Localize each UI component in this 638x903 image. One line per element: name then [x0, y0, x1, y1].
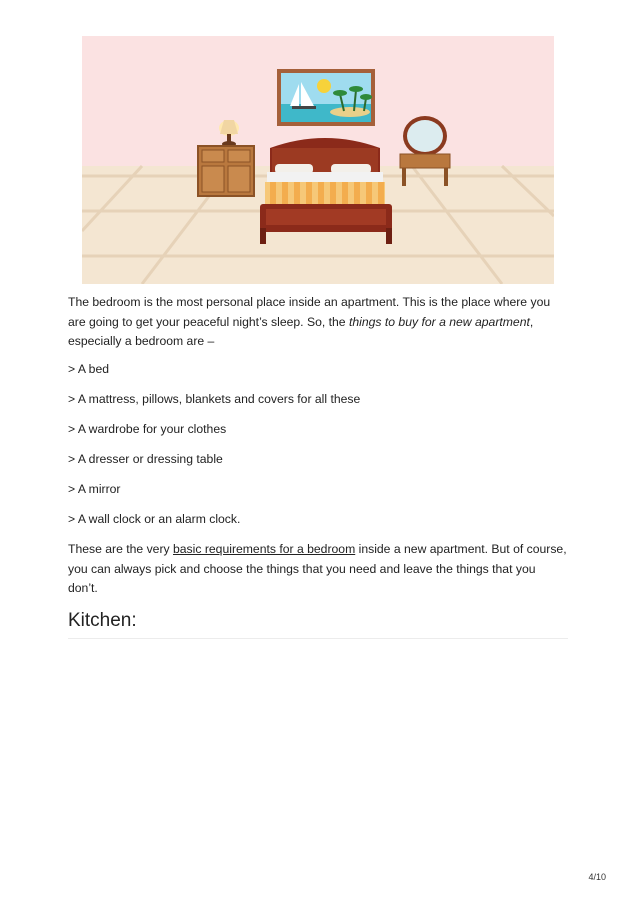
paragraph-text: The bedroom is the most personal place inside an apartment. This is the place where you are going to get your peaceful night’s sleep. So, the	[68, 295, 551, 329]
paragraph-text: These are the very	[68, 542, 173, 556]
nightstand	[198, 146, 254, 196]
list-item: > A bed	[68, 362, 110, 376]
list-item: > A mirror	[68, 482, 121, 496]
heading-divider	[68, 638, 568, 639]
list-item: > A wall clock or an alarm clock.	[68, 512, 241, 526]
requirements-link[interactable]: basic requirements for a bedroom	[173, 542, 356, 556]
list-item: > A wardrobe for your clothes	[68, 422, 227, 436]
section-heading: Kitchen:	[68, 610, 137, 631]
bed	[260, 138, 392, 244]
paragraph-italic: things to buy for a new apartment	[348, 314, 530, 329]
paragraph-intro	[68, 293, 568, 352]
paragraph-text: inside a new apartment. But of course, you can always pick and choose the things that you need and leave the things that you don’t.	[68, 542, 567, 595]
paragraph-text: , especially a bedroom are –	[68, 314, 534, 348]
wall-painting	[277, 69, 375, 126]
page-number: 4/10	[588, 872, 606, 882]
list-item: > A mattress, pillows, blankets and covers for all these	[68, 392, 361, 406]
bedroom-illustration	[82, 36, 554, 284]
paragraph-requirements	[68, 540, 568, 599]
list-item: > A dresser or dressing table	[68, 452, 223, 466]
